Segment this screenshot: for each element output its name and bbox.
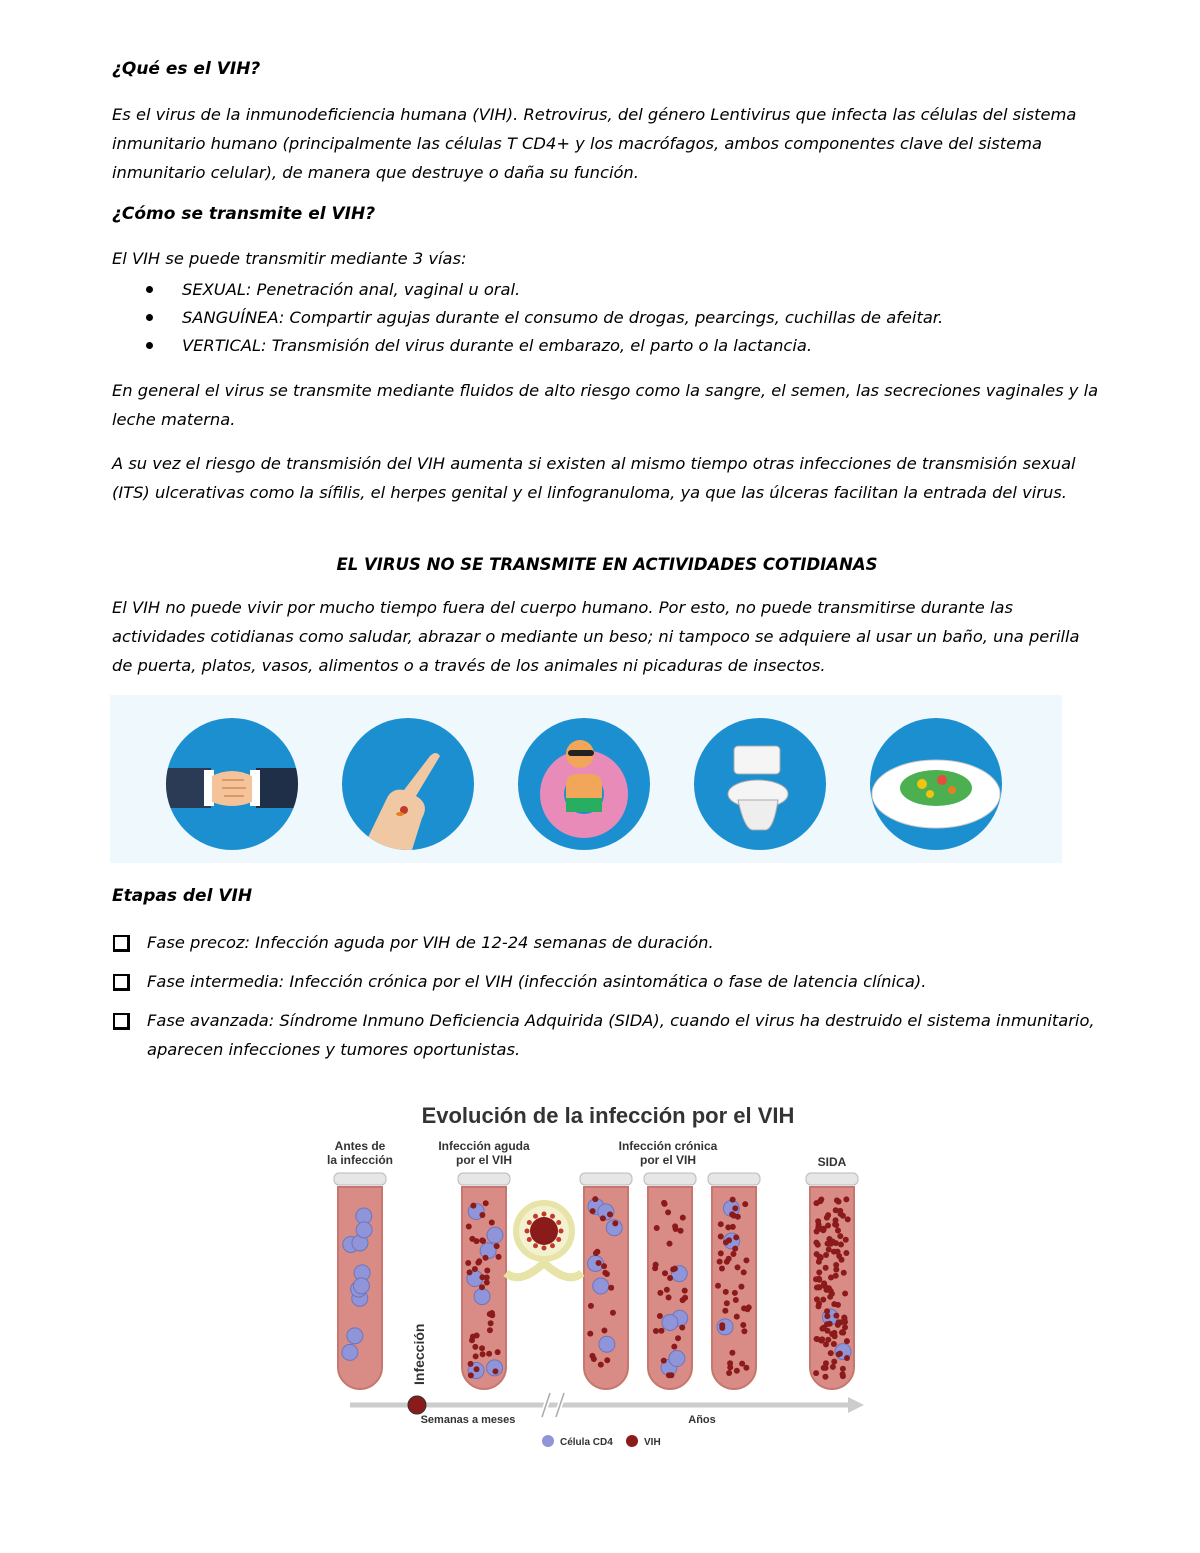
list-item [112,928,1102,957]
checkbox-icon [113,935,130,952]
figure-title: Evolución de la infección por el VIH [421,1103,795,1128]
handshake-icon [166,718,298,850]
heading-stages: Etapas del VIH [112,886,253,906]
legend-vih: VIH [644,1437,661,1448]
bullet-icon [146,342,153,349]
label-acute-1: Infección aguda [438,1139,530,1153]
transmission-routes-list [112,276,1102,360]
label-weeks: Semanas a meses [420,1414,516,1426]
stage-text: Fase precoz: Infección aguda por VIH de 12-24 semanas de duración. [147,933,714,952]
heading-transmission: ¿Cómo se transmite el VIH? [112,204,376,224]
test-tube [334,1173,386,1389]
swimming-icon [518,718,650,850]
virus-magnifier-icon [506,1203,582,1277]
infection-marker-icon [408,1396,426,1414]
list-item [112,1006,1102,1064]
not-transmitted-title: EL VIRUS NO SE TRANSMITE EN ACTIVIDADES COTIDIANAS [336,555,878,574]
insect-bite-icon [342,718,474,850]
checkbox-icon [113,974,130,991]
legend-cd4: Célula CD4 [560,1437,613,1448]
label-years: Años [688,1414,716,1426]
route-text: VERTICAL: Transmisión del virus durante el embarazo, el parto o la lactancia. [182,336,813,355]
list-item [112,304,1102,332]
label-before-2: la infección [326,1153,394,1167]
label-infection: Infección [411,1323,427,1385]
heading-what-is: ¿Qué es el VIH? [112,59,261,79]
test-tube [458,1173,510,1389]
paragraph-risk: A su vez el riesgo de transmisión del VIH aumenta si existen al mismo tiempo otras infecciones de transmisión sexual (ITS) ulcerativas como la sífilis, el herpes genital y el linfogranuloma, ya que las úlceras facilitan la entrada del virus. [112,454,1076,502]
list-item [112,276,1102,304]
hiv-evolution-figure [320,1095,880,1455]
stages-list [112,928,1102,1074]
paragraph-what-is: Es el virus de la inmunodeficiencia humana (VIH). Retrovirus, del género Lentivirus que infecta las células del sistema inmunitario humano (principalmente las células T CD4+ y los macrófagos, ambos componentes clave del sistema inmunitario celular), de manera que destruye o daña su función. [112,105,1077,182]
paragraph-not-transmitted: El VIH no puede vivir por mucho tiempo fuera del cuerpo humano. Por esto, no puede transmitirse durante las actividades cotidianas como saludar, abrazar o mediante un beso; ni tampoco se adquiere al usar un baño, una perilla de puerta, platos, vasos, alimentos o a través de los animales ni picaduras de insectos. [112,598,1080,675]
checkbox-icon [113,1013,130,1030]
test-tube [806,1173,858,1389]
paragraph-transmission-intro: El VIH se puede transmitir mediante 3 vías: [112,249,467,268]
list-item [112,967,1102,996]
bullet-icon [146,314,153,321]
food-plate-icon [870,718,1002,850]
bullet-icon [146,286,153,293]
test-tube [708,1173,760,1389]
label-aids: SIDA [817,1155,847,1169]
stage-text: Fase avanzada: Síndrome Inmuno Deficiencia Adquirida (SIDA), cuando el virus ha destruido el sistema inmunitario, aparecen infecciones y tumores oportunistas. [147,1011,1095,1059]
daily-activities-banner [110,695,1062,863]
vih-legend-icon [626,1435,638,1447]
toilet-icon [694,718,826,850]
route-text: SANGUÍNEA: Compartir agujas durante el consumo de drogas, pearcings, cuchillas de afeitar. [182,308,944,327]
timeline-arrow-icon [848,1397,864,1413]
paragraph-fluids: En general el virus se transmite mediante fluidos de alto riesgo como la sangre, el semen, las secreciones vaginales y la leche materna. [112,381,1099,429]
label-acute-2: por el VIH [455,1153,513,1167]
label-chronic-2: por el VIH [639,1153,697,1167]
test-tube [580,1173,632,1389]
label-chronic-1: Infección crónica [618,1139,718,1153]
list-item [112,332,1102,360]
cd4-legend-icon [542,1435,554,1447]
stage-text: Fase intermedia: Infección crónica por el VIH (infección asintomática o fase de latencia clínica). [147,972,927,991]
route-text: SEXUAL: Penetración anal, vaginal u oral. [182,280,521,299]
test-tube [644,1173,696,1389]
label-before-1: Antes de [334,1139,386,1153]
